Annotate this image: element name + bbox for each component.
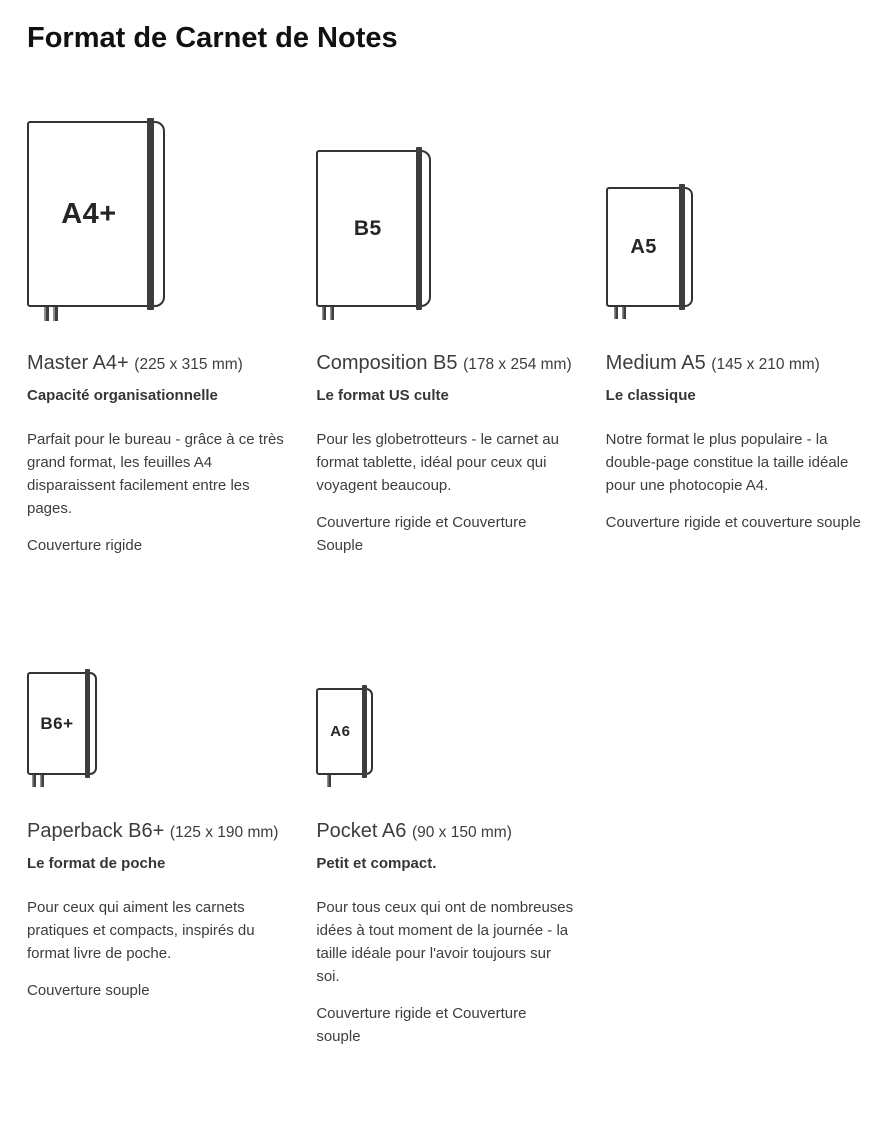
cover-options: Couverture souple [27, 982, 150, 999]
format-dimensions: (125 x 190 mm) [169, 824, 279, 841]
notebook-format-label: A5 [630, 235, 657, 258]
format-tagline: Petit et compact. [316, 855, 437, 872]
format-card-medium-a5 [606, 118, 863, 557]
format-heading [27, 816, 284, 848]
elastic-band [362, 685, 367, 778]
elastic-band [85, 669, 90, 778]
format-description: Pour tous ceux qui ont de nombreuses idées à tout moment de la journée - la taille idéale pour l'avoir toujours sur soi. [316, 899, 574, 985]
notebook-illustration-b6plus [27, 669, 97, 778]
format-card-master-a4plus [27, 118, 284, 557]
format-heading [27, 348, 284, 380]
format-name: Medium A5 [605, 352, 706, 374]
elastic-band [416, 147, 422, 310]
notebook-image-area [27, 669, 284, 790]
format-dimensions: (90 x 150 mm) [411, 824, 512, 841]
notebook-image-area [606, 118, 863, 322]
format-heading [606, 348, 863, 380]
bookmark-ribbons [44, 307, 58, 321]
format-description: Pour les globetrotteurs - le carnet au format tablette, idéal pour ceux qui voyagent beaucoup. [316, 431, 559, 494]
bookmark-ribbon [327, 775, 331, 787]
bookmark-ribbon [44, 307, 49, 321]
bookmark-ribbons [327, 775, 331, 787]
notebook-illustration-a6 [316, 685, 373, 778]
format-tagline: Capacité organisationnelle [27, 387, 218, 404]
cover-options: Couverture rigide et Couverture Souple [316, 514, 527, 554]
notebook-illustration-a5 [606, 184, 693, 310]
formats-grid [27, 118, 863, 1048]
notebook-cover [606, 187, 682, 307]
bookmark-ribbon [40, 775, 44, 787]
format-tagline: Le classique [605, 387, 696, 404]
bookmark-ribbons [614, 307, 626, 319]
page-title: Format de Carnet de Notes [27, 22, 398, 54]
cover-options: Couverture rigide et Couverture souple [316, 1005, 527, 1045]
bookmark-ribbons [322, 307, 334, 320]
bookmark-ribbon [330, 307, 334, 320]
notebook-image-area [27, 118, 284, 322]
bookmark-ribbon [32, 775, 36, 787]
format-tagline: Le format de poche [27, 855, 166, 872]
notebook-cover [316, 688, 364, 775]
notebook-format-label: A4+ [61, 197, 117, 230]
notebook-format-label: A6 [330, 723, 351, 740]
format-card-composition-b5 [316, 118, 573, 557]
format-description: Notre format le plus populaire - la double-page constitue la taille idéale pour une photocopie A4. [605, 431, 849, 494]
cover-options: Couverture rigide et couverture souple [605, 514, 861, 531]
notebook-cover [27, 672, 87, 775]
format-dimensions: (178 x 254 mm) [463, 356, 572, 373]
format-heading [316, 348, 573, 380]
notebook-illustration-a4plus [27, 118, 165, 310]
bookmark-ribbon [614, 307, 618, 319]
bookmark-ribbon [622, 307, 626, 319]
bookmark-ribbon [322, 307, 326, 320]
notebook-image-area [316, 118, 573, 322]
notebook-formats-section [0, 22, 890, 1136]
format-name: Pocket A6 [316, 820, 407, 842]
format-dimensions: (145 x 210 mm) [711, 356, 820, 373]
format-name: Composition B5 [316, 352, 458, 374]
notebook-format-label: B6+ [40, 713, 74, 733]
format-description: Parfait pour le bureau - grâce à ce très grand format, les feuilles A4 disparaissent facilement entre les pages. [27, 431, 284, 517]
elastic-band [147, 118, 154, 310]
cover-options: Couverture rigide [27, 537, 143, 554]
notebook-illustration-b5 [316, 147, 431, 310]
format-dimensions: (225 x 315 mm) [134, 356, 243, 373]
format-card-paperback-b6plus [27, 669, 284, 1048]
format-description: Pour ceux qui aiment les carnets pratiques et compacts, inspirés du format livre de poche. [27, 899, 255, 962]
bookmark-ribbon [53, 307, 58, 321]
bookmark-ribbons [32, 775, 44, 787]
format-name: Master A4+ [27, 352, 129, 374]
format-card-pocket-a6 [316, 669, 573, 1048]
notebook-image-area [316, 669, 573, 790]
notebook-cover [27, 121, 151, 307]
notebook-format-label: B5 [353, 216, 382, 240]
format-heading [316, 816, 573, 848]
format-name: Paperback B6+ [27, 820, 165, 842]
elastic-band [679, 184, 685, 310]
notebook-cover [316, 150, 419, 307]
format-tagline: Le format US culte [316, 387, 449, 404]
